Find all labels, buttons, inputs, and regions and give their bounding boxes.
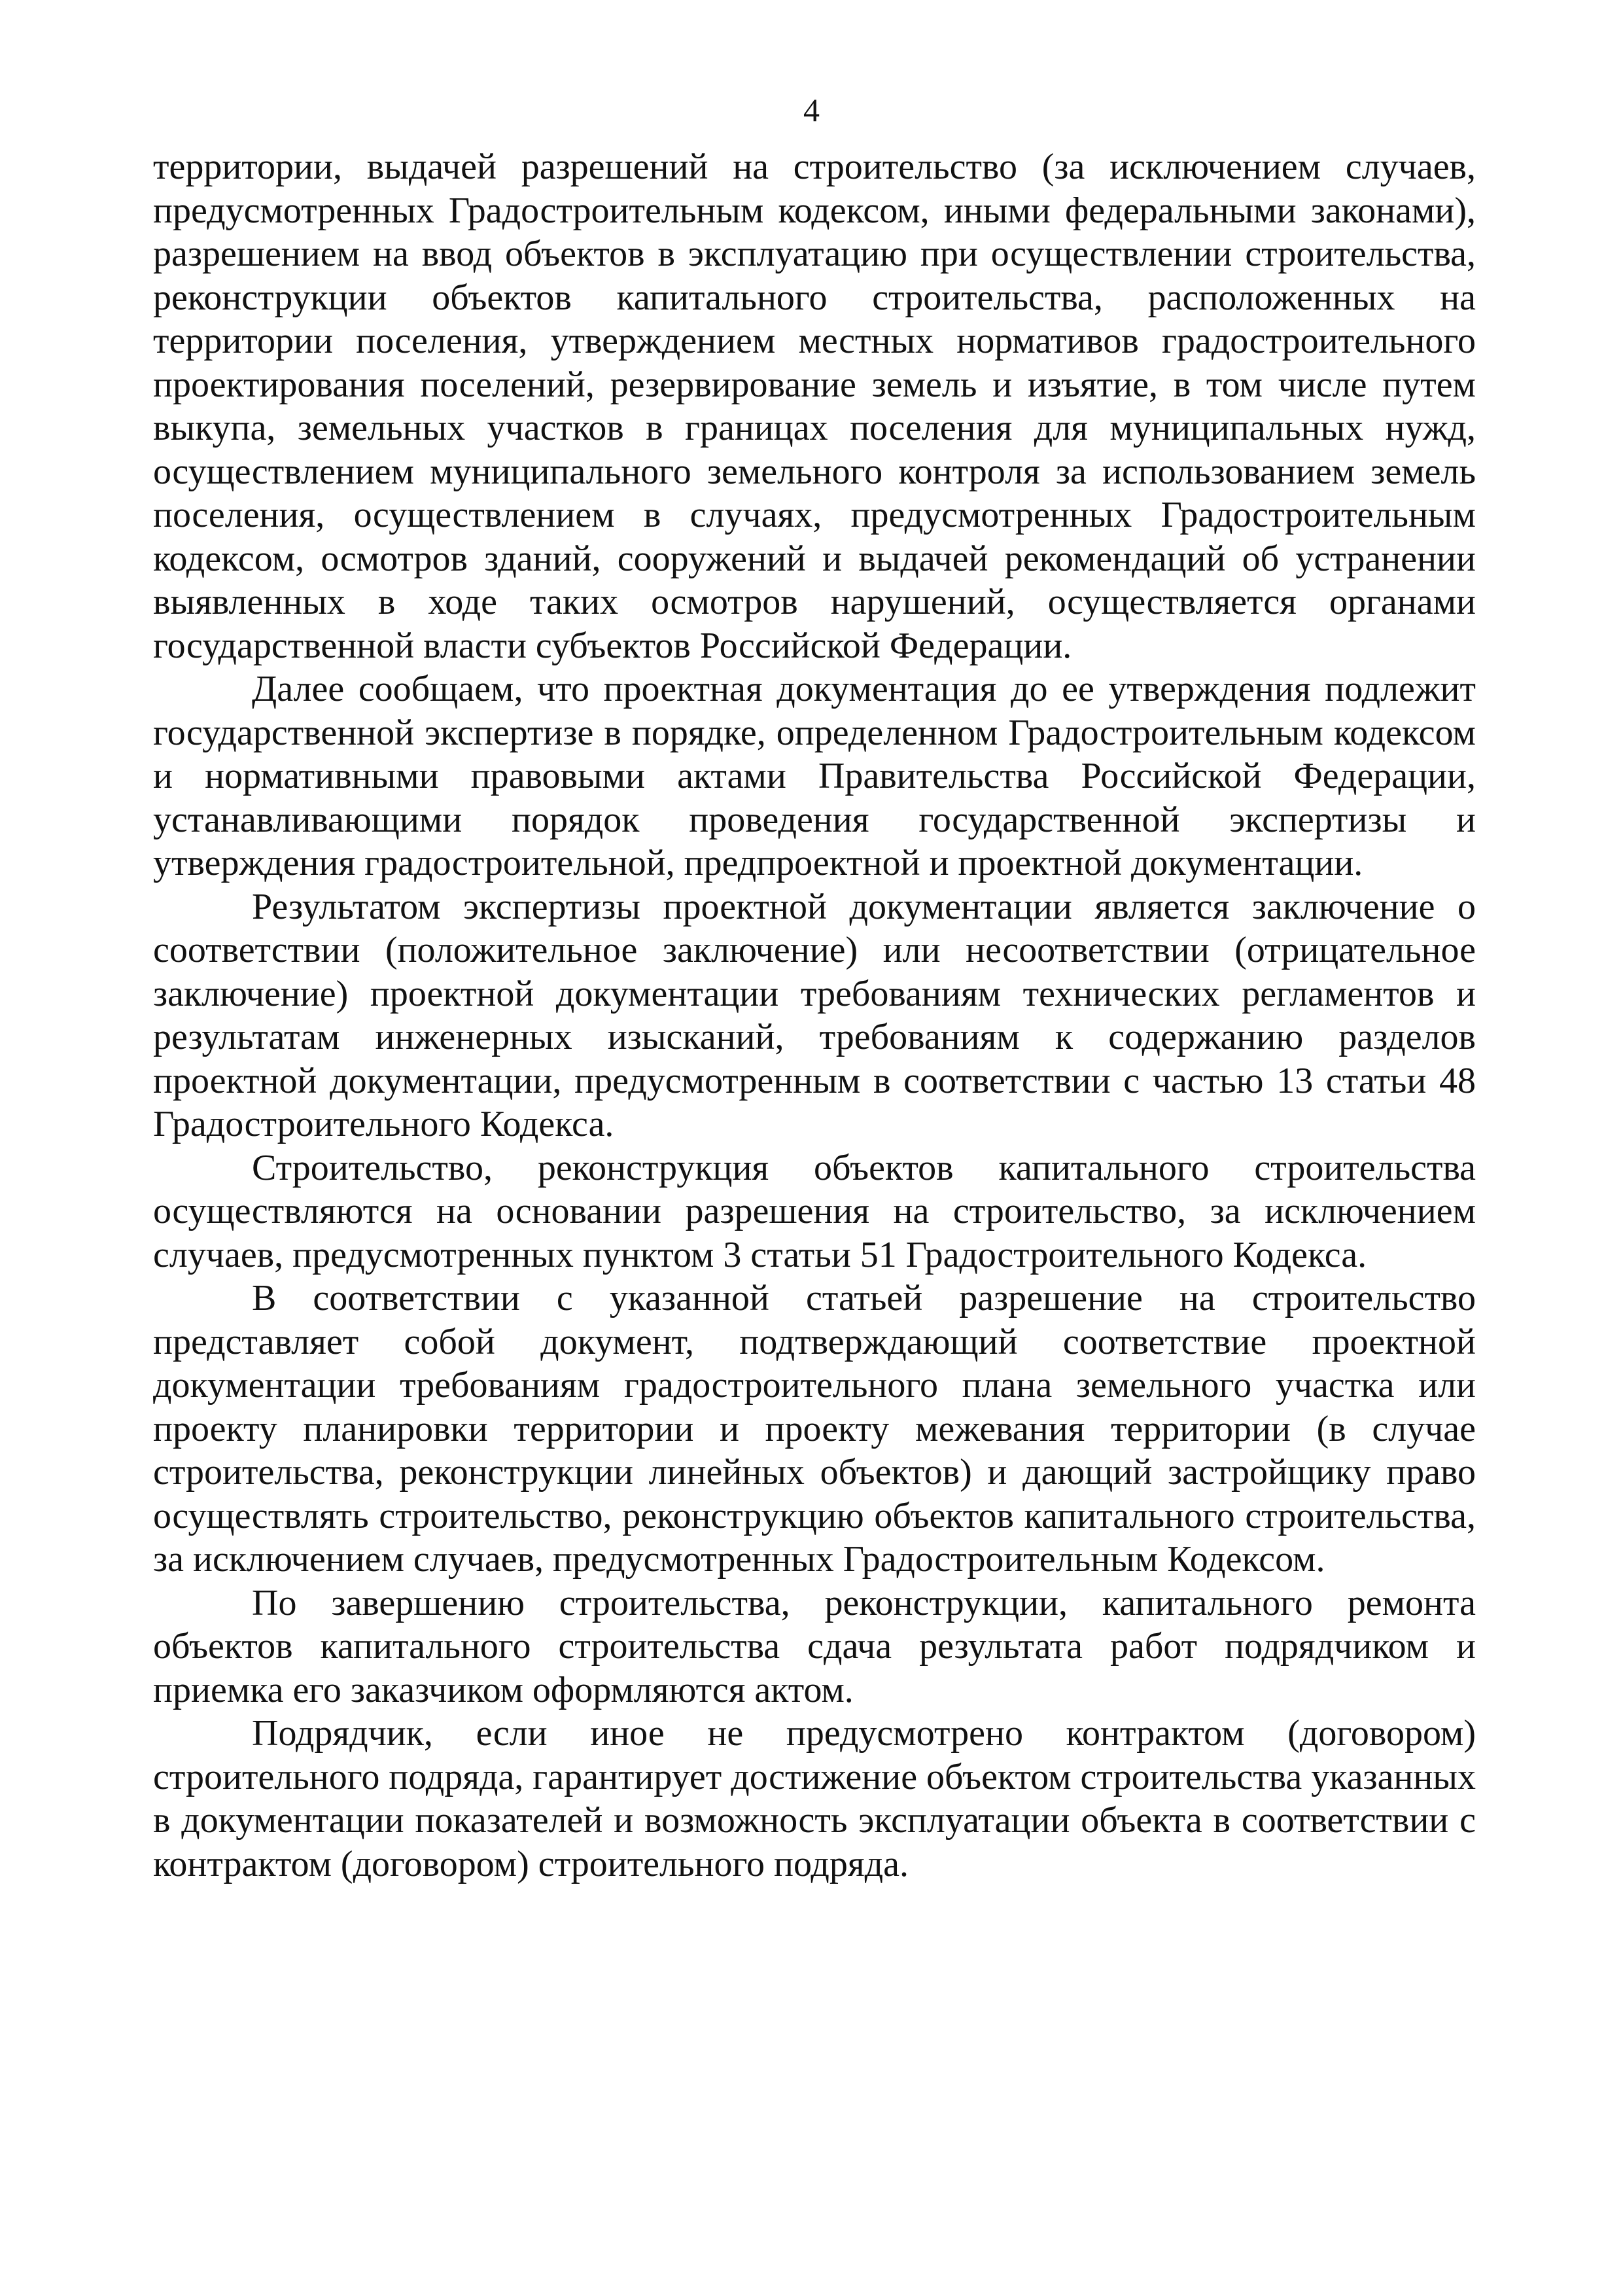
paragraph-permit-definition: В соответствии с указанной статьей разрешение на строительство представляет собой документ, подтверждающий соответствие проектной документации требованиям градостроительного плана земельного участка или проекту планировки территории и проекту межевания территории (в случае строительства, реконструкции линейных объектов) и дающий застройщику право осуществлять строительство, реконструкцию объектов капитального строительства, за исключением случаев, предусмотренных Градостроительным Кодексом. bbox=[153, 1278, 1476, 1580]
document-body bbox=[153, 145, 1476, 1886]
paragraph-acceptance-act: По завершению строительства, реконструкции, капитального ремонта объектов капитального строительства сдача результата работ подрядчиком и приемка его заказчиком оформляются актом. bbox=[153, 1582, 1476, 1710]
paragraph-continuation: территории, выдачей разрешений на строительство (за исключением случаев, предусмотренных Градостроительным кодексом, иными федеральными законами), разрешением на ввод объектов в эксплуатацию при осуществлении строительства, реконструкции объектов капитального строительства, расположенных на территории поселения, утверждением местных нормативов градостроительного проектирования поселений, резервирование земель и изъятие, в том числе путем выкупа, земельных участков в границах поселения для муниципальных нужд, осуществлением муниципального земельного контроля за использованием земель поселения, осуществлением в случаях, предусмотренных Градостроительным кодексом, осмотров зданий, сооружений и выдачей рекомендаций об устранении выявленных в ходе таких осмотров нарушений, осуществляется органами государственной власти субъектов Российской Федерации. bbox=[153, 147, 1476, 666]
page-number: 4 bbox=[803, 92, 820, 128]
paragraph-contractor-guarantee: Подрядчик, если иное не предусмотрено контрактом (договором) строительного подряда, гарантирует достижение объектом строительства указанных в документации показателей и возможность эксплуатации объекта в соответствии с контрактом (договором) строительного подряда. bbox=[153, 1713, 1476, 1884]
paragraph-construction-permit: Строительство, реконструкция объектов капитального строительства осуществляются на основании разрешения на строительство, за исключением случаев, предусмотренных пунктом 3 статьи 51 Градостроительного Кодекса. bbox=[153, 1147, 1476, 1275]
paragraph-expertise-result: Результатом экспертизы проектной документации является заключение о соответствии (положительное заключение) или несоответствии (отрицательное заключение) проектной документации требованиям технических регламентов и результатам инженерных изысканий, требованиям к содержанию разделов проектной документации, предусмотренным в соответствии с частью 13 статьи 48 Градостроительного Кодекса. bbox=[153, 886, 1476, 1144]
paragraph-state-expertise: Далее сообщаем, что проектная документация до ее утверждения подлежит государственной экспертизе в порядке, определенном Градостроительным кодексом и нормативными правовыми актами Правительства Российской Федерации, устанавливающими порядок проведения государственной экспертизы и утверждения градостроительной, предпроектной и проектной документации. bbox=[153, 669, 1476, 883]
